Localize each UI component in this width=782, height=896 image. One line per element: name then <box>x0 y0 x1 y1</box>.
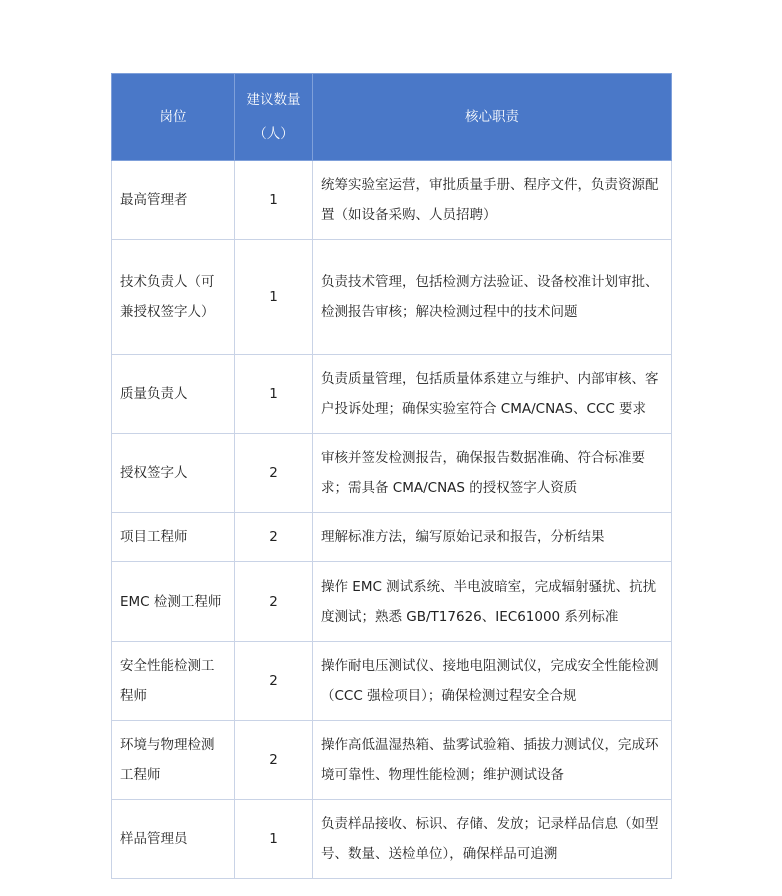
cell-position: 授权签字人 <box>112 434 235 513</box>
cell-count: 1 <box>235 161 313 240</box>
header-position: 岗位 <box>112 74 235 161</box>
cell-duty: 理解标准方法，编写原始记录和报告，分析结果 <box>313 513 672 562</box>
cell-count: 1 <box>235 800 313 879</box>
cell-duty: 操作高低温湿热箱、盐雾试验箱、插拔力测试仪，完成环境可靠性、物理性能检测；维护测试设备 <box>313 721 672 800</box>
cell-position: 技术负责人（可兼授权签字人） <box>112 240 235 355</box>
table-row <box>112 642 672 721</box>
cell-duty: 负责质量管理，包括质量体系建立与维护、内部审核、客户投诉处理；确保实验室符合 CMA/CNAS、CCC 要求 <box>313 355 672 434</box>
cell-position: 项目工程师 <box>112 513 235 562</box>
cell-count: 2 <box>235 562 313 642</box>
table-row <box>112 800 672 879</box>
cell-count: 1 <box>235 355 313 434</box>
table-row <box>112 434 672 513</box>
table-row <box>112 240 672 355</box>
cell-duty: 审核并签发检测报告，确保报告数据准确、符合标准要求；需具备 CMA/CNAS 的授权签字人资质 <box>313 434 672 513</box>
cell-duty: 统筹实验室运营，审批质量手册、程序文件，负责资源配置（如设备采购、人员招聘） <box>313 161 672 240</box>
header-duty: 核心职责 <box>313 74 672 161</box>
table-row <box>112 513 672 562</box>
table-row <box>112 355 672 434</box>
cell-duty: 负责样品接收、标识、存储、发放；记录样品信息（如型号、数量、送检单位），确保样品可追溯 <box>313 800 672 879</box>
cell-count: 2 <box>235 434 313 513</box>
cell-count: 1 <box>235 240 313 355</box>
cell-duty: 操作耐电压测试仪、接地电阻测试仪，完成安全性能检测（CCC 强检项目）；确保检测过程安全合规 <box>313 642 672 721</box>
cell-position: 质量负责人 <box>112 355 235 434</box>
table-row <box>112 161 672 240</box>
header-row <box>112 74 672 161</box>
cell-position: 环境与物理检测工程师 <box>112 721 235 800</box>
cell-count: 2 <box>235 513 313 562</box>
table-row <box>112 562 672 642</box>
cell-position: 安全性能检测工程师 <box>112 642 235 721</box>
cell-duty: 负责技术管理，包括检测方法验证、设备校准计划审批、检测报告审核；解决检测过程中的技术问题 <box>313 240 672 355</box>
table-row <box>112 721 672 800</box>
cell-position: 样品管理员 <box>112 800 235 879</box>
cell-count: 2 <box>235 721 313 800</box>
cell-position: EMC 检测工程师 <box>112 562 235 642</box>
header-count: 建议数量（人） <box>235 74 313 161</box>
cell-position: 最高管理者 <box>112 161 235 240</box>
staffing-table <box>111 73 672 879</box>
cell-count: 2 <box>235 642 313 721</box>
cell-duty: 操作 EMC 测试系统、半电波暗室，完成辐射骚扰、抗扰度测试；熟悉 GB/T17626、IEC61000 系列标准 <box>313 562 672 642</box>
